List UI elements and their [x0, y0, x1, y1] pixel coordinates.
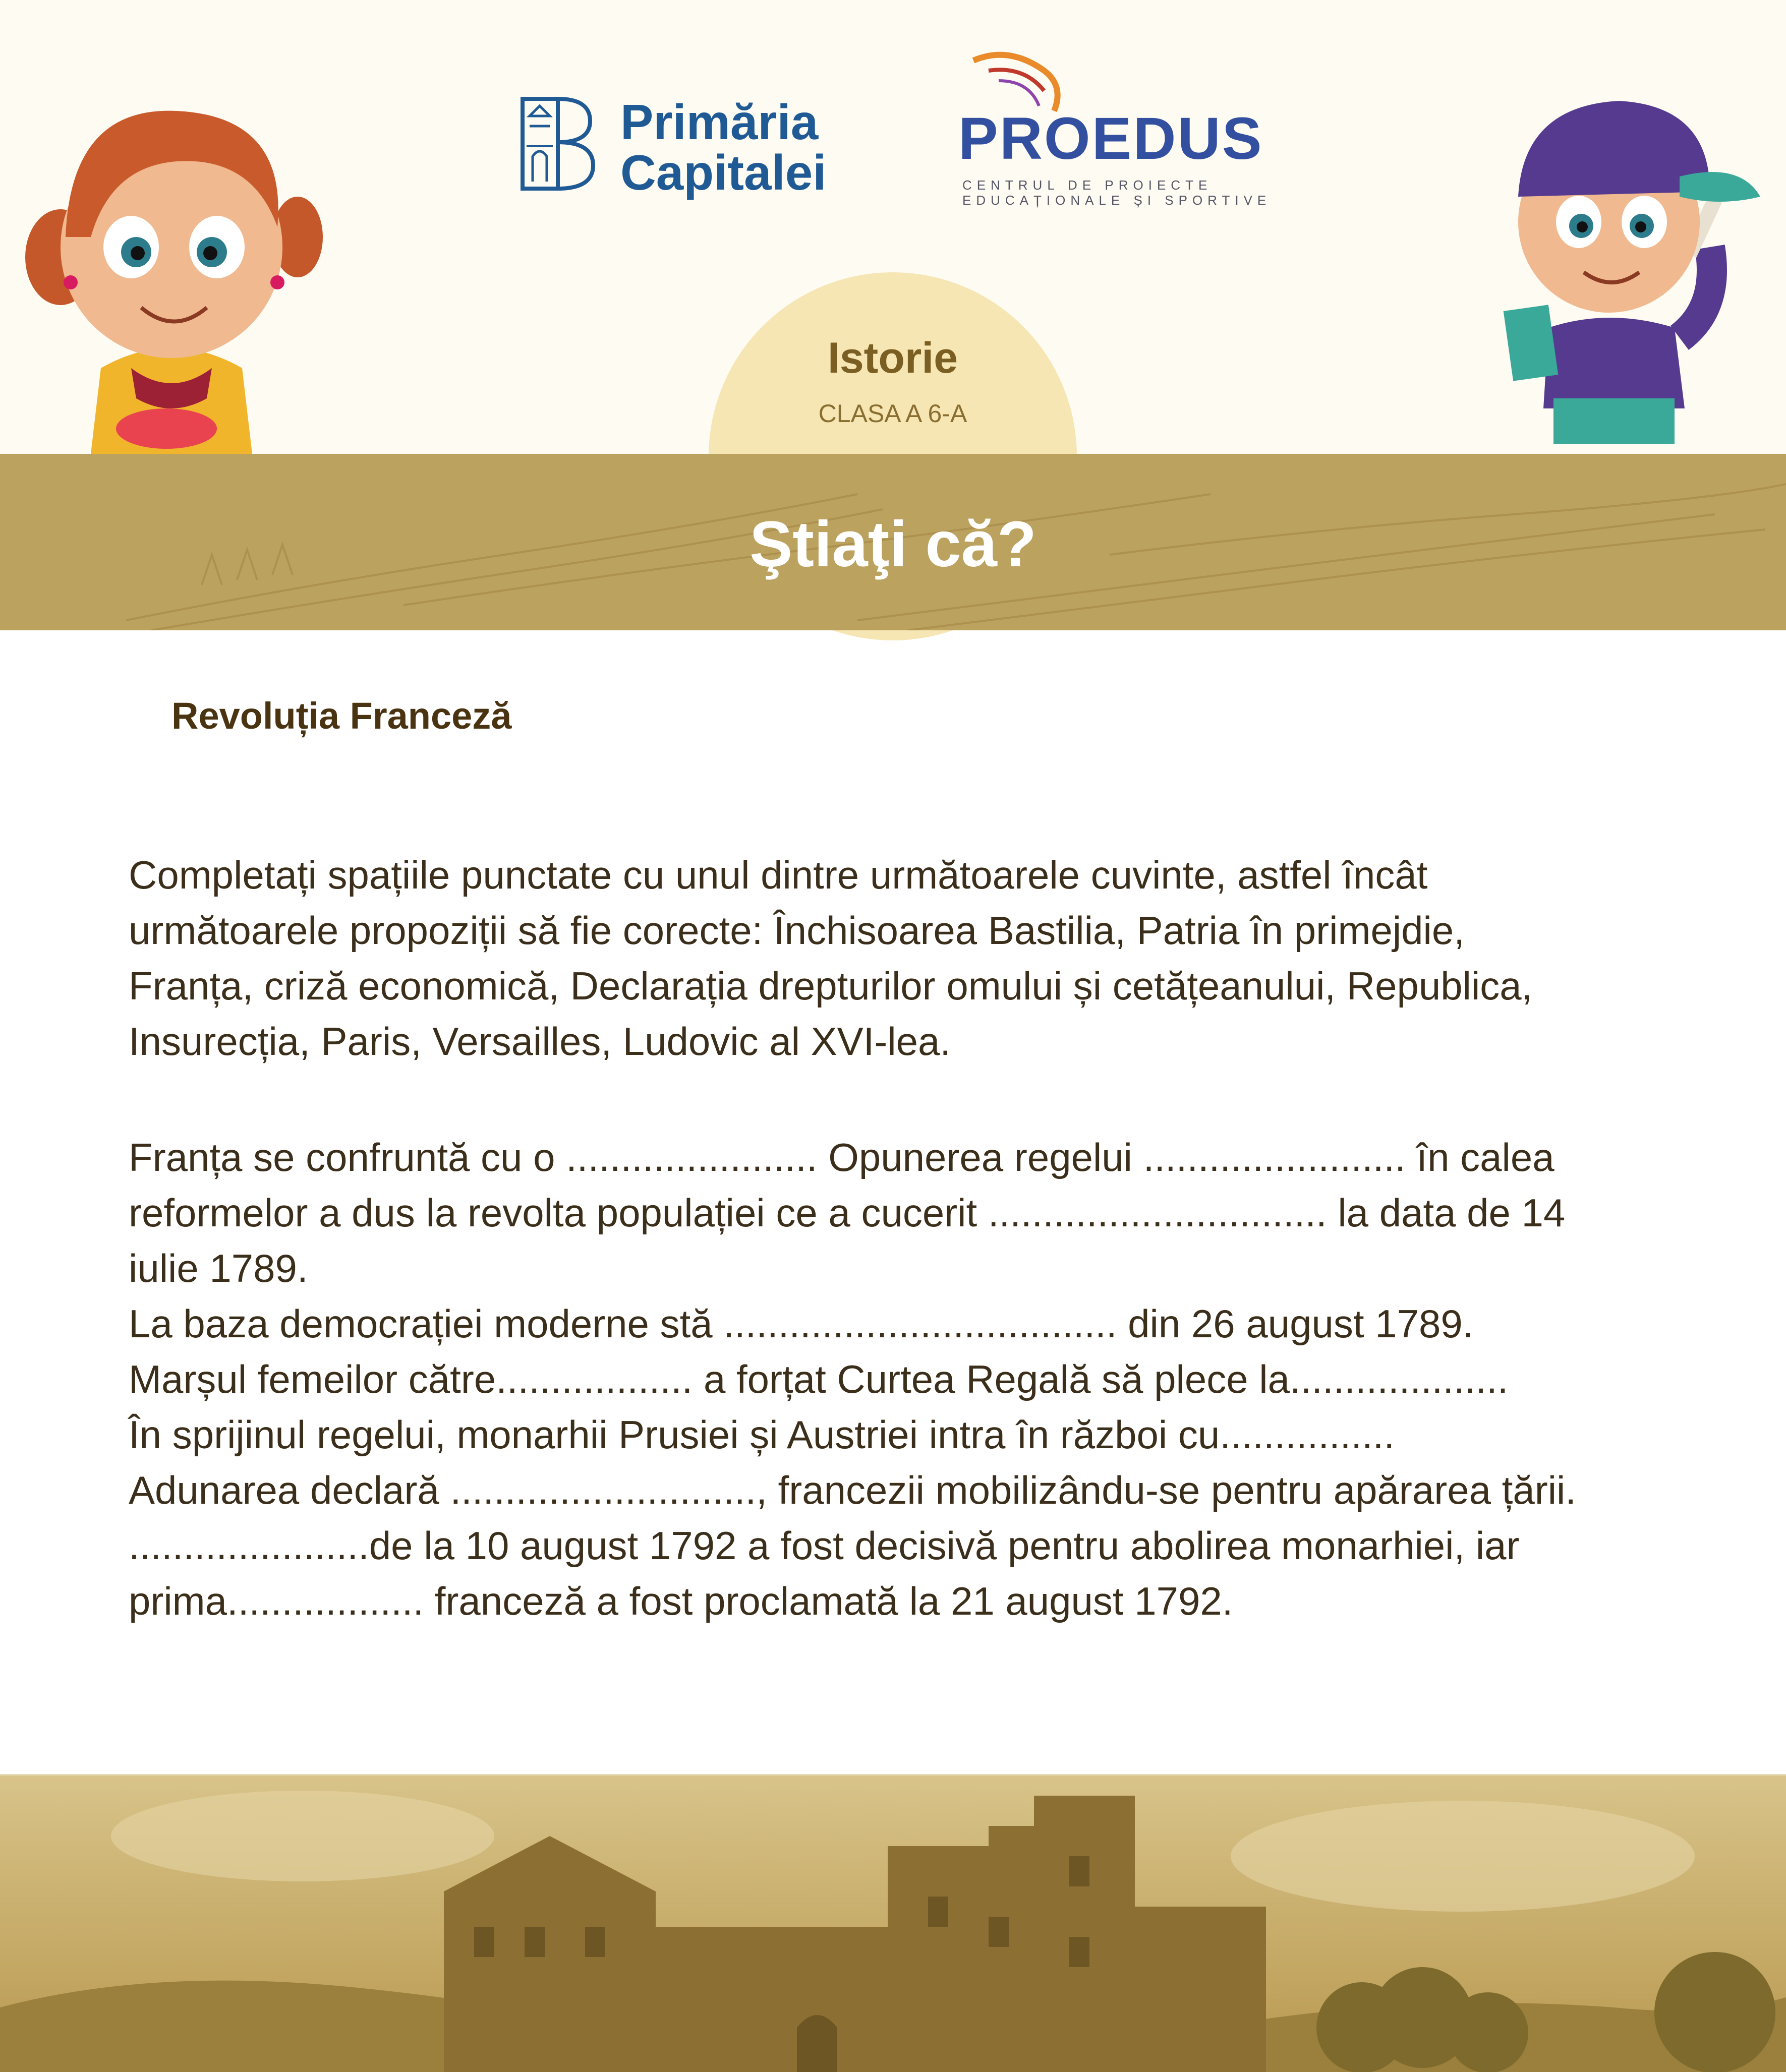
instructions-line: Insurecția, Paris, Versailles, Ludovic al XVI-lea.	[129, 1019, 951, 1063]
exercise-line: În sprijinul regelui, monarhii Prusiei și Austriei intra în război cu................	[129, 1412, 1395, 1457]
primaria-name-line2: Capitalei	[620, 145, 827, 200]
banner-title: Ştiaţi că?	[749, 508, 1037, 580]
exercise-line: iulie 1789.	[129, 1246, 308, 1290]
castle-icon	[0, 1775, 1786, 2072]
instructions-paragraph	[129, 847, 1692, 1069]
instructions-line: Franța, criză economică, Declarația drepturilor omului și cetățeanului, Republica,	[129, 964, 1533, 1008]
girl-mascot-illustration	[15, 45, 328, 454]
grade-label: CLASA A 6-A	[818, 399, 967, 428]
fill-in-exercise-paragraph	[129, 1130, 1692, 1629]
primaria-name-line1: Primăria	[620, 94, 819, 150]
instructions-line: Completați spațiile punctate cu unul dintre următoarele cuvinte, astfel încât	[129, 853, 1428, 897]
page-header	[0, 0, 1786, 454]
proedus-logo	[958, 50, 1272, 208]
subject-title: Istorie	[827, 334, 958, 382]
exercise-line: ......................de la 10 august 1792 a fost decisivă pentru abolirea monarhiei, iar	[129, 1523, 1520, 1568]
did-you-know-banner	[0, 454, 1786, 630]
primaria-capitalei-logo	[520, 94, 847, 200]
boy-mascot-illustration	[1458, 45, 1770, 454]
exercise-line: La baza democrației moderne stă .................................... din 26 august 1789.	[129, 1301, 1474, 1346]
exercise-line: Franța se confruntă cu o ....................... Opunerea regelui ........................ în calea	[129, 1135, 1554, 1179]
exercise-line: Marșul femeilor către.................. a forțat Curtea Regală să plece la....................	[129, 1357, 1509, 1401]
exercise-line: reformelor a dus la revolta populației ce a cucerit ............................... la data de 14	[129, 1191, 1566, 1235]
proedus-tagline-line2: EDUCAȚIONALE ȘI SPORTIVE	[962, 193, 1272, 208]
instructions-line: următoarele propoziții să fie corecte: Închisoarea Bastilia, Patria în primejdie,	[129, 908, 1465, 953]
primaria-building-icon	[520, 96, 595, 192]
proedus-wordmark: PROEDUS	[958, 105, 1263, 172]
exercise-line: prima.................. franceză a fost proclamată la 21 august 1792.	[129, 1579, 1233, 1623]
castle-footer-illustration	[0, 1774, 1786, 2072]
exercise-line: Adunarea declară ............................, francezii mobilizându-se pentru apărarea țării.	[129, 1468, 1577, 1512]
proedus-tagline-line1: CENTRUL DE PROIECTE	[962, 177, 1213, 193]
section-heading: Revoluția Franceză	[171, 695, 512, 737]
